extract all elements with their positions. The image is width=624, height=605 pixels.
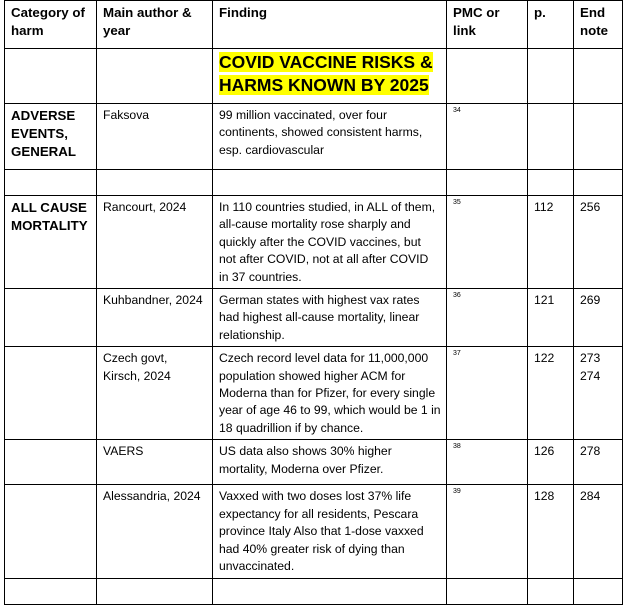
row-author: Kuhbandner, 2024 [97, 289, 213, 347]
header-author: Main author & year [97, 1, 213, 49]
row-ref: 34 [453, 107, 461, 114]
row-endnote [574, 104, 623, 170]
row-ref-cell [447, 289, 528, 347]
row-ref: 39 [453, 488, 461, 496]
row-author: Rancourt, 2024 [97, 196, 213, 289]
row-page [528, 104, 574, 170]
row-finding: Vaxxed with two doses lost 37% life expectancy for all residents, Pescara province Italy Also that 1-dose vaxxed had 40% greater risk of dying than unvaccinated. [213, 485, 447, 579]
header-finding: Finding [213, 1, 447, 49]
row-endnote: 269 [574, 289, 623, 347]
row-ref: 37 [453, 350, 461, 358]
empty-cell [213, 579, 447, 605]
row-ref-cell [447, 196, 528, 289]
table-row [5, 485, 623, 579]
table-row [5, 347, 623, 440]
header-category: Category of harm [5, 1, 97, 49]
row-finding: 99 million vaccinated, over four continents, showed consistent harms, esp. cardiovascular [213, 104, 447, 170]
empty-cell [574, 170, 623, 196]
table-title-cell [213, 49, 447, 104]
header-endnote: End note [574, 1, 623, 49]
spacer-row [5, 170, 623, 196]
row-page: 128 [528, 485, 574, 579]
table-row [5, 289, 623, 347]
row-ref: 35 [453, 199, 461, 206]
row-finding: German states with highest vax rates had highest all-cause mortality, linear relationship. [213, 289, 447, 347]
harms-table [4, 0, 623, 605]
empty-cell [97, 170, 213, 196]
empty-cell [5, 49, 97, 104]
row-author: Alessandria, 2024 [97, 485, 213, 579]
row-category [5, 485, 97, 579]
table-title-line-1: COVID VACCINE RISKS & [219, 52, 433, 72]
row-endnote: 284 [574, 485, 623, 579]
row-author: Faksova [97, 104, 213, 170]
row-author: Czech govt, Kirsch, 2024 [97, 347, 213, 440]
empty-cell [5, 579, 97, 605]
row-page: 126 [528, 440, 574, 485]
empty-cell [5, 170, 97, 196]
table-row [5, 196, 623, 289]
table-row [5, 104, 623, 170]
empty-cell [574, 49, 623, 104]
row-ref: 38 [453, 443, 461, 451]
empty-cell [528, 579, 574, 605]
row-ref-cell [447, 104, 528, 170]
empty-cell [97, 579, 213, 605]
row-page: 112 [528, 196, 574, 289]
row-endnote: 278 [574, 440, 623, 485]
spacer-row [5, 579, 623, 605]
empty-cell [447, 170, 528, 196]
row-ref: 36 [453, 292, 461, 300]
header-ref: PMC or link [447, 1, 528, 49]
empty-cell [447, 579, 528, 605]
row-ref-cell [447, 440, 528, 485]
row-endnote: 273 274 [574, 347, 623, 440]
row-category [5, 440, 97, 485]
row-finding: US data also shows 30% higher mortality, Moderna over Pfizer. [213, 440, 447, 485]
header-row [5, 1, 623, 49]
row-finding: In 110 countries studied, in ALL of them, all-cause mortality rose sharply and quickly after the COVID vaccines, but not after COVID, not at all after COVID in 37 countries. [213, 196, 447, 289]
row-category: ALL CAUSE MORTALITY [5, 196, 97, 289]
empty-cell [528, 49, 574, 104]
title-row [5, 49, 623, 104]
empty-cell [528, 170, 574, 196]
row-page: 122 [528, 347, 574, 440]
row-category: ADVERSE EVENTS, GENERAL [5, 104, 97, 170]
row-category [5, 289, 97, 347]
empty-cell [447, 49, 528, 104]
empty-cell [574, 579, 623, 605]
row-author: VAERS [97, 440, 213, 485]
header-page: p. [528, 1, 574, 49]
row-ref-cell [447, 347, 528, 440]
row-page: 121 [528, 289, 574, 347]
row-ref-cell [447, 485, 528, 579]
row-category [5, 347, 97, 440]
table-title-line-2: HARMS KNOWN BY 2025 [219, 75, 429, 95]
table-row [5, 440, 623, 485]
row-finding: Czech record level data for 11,000,000 population showed higher ACM for Moderna than for Pfizer, for every single year of age 46 to 99, which would be 1 in 18 quadrillion if by chance. [213, 347, 447, 440]
row-endnote: 256 [574, 196, 623, 289]
empty-cell [97, 49, 213, 104]
empty-cell [213, 170, 447, 196]
